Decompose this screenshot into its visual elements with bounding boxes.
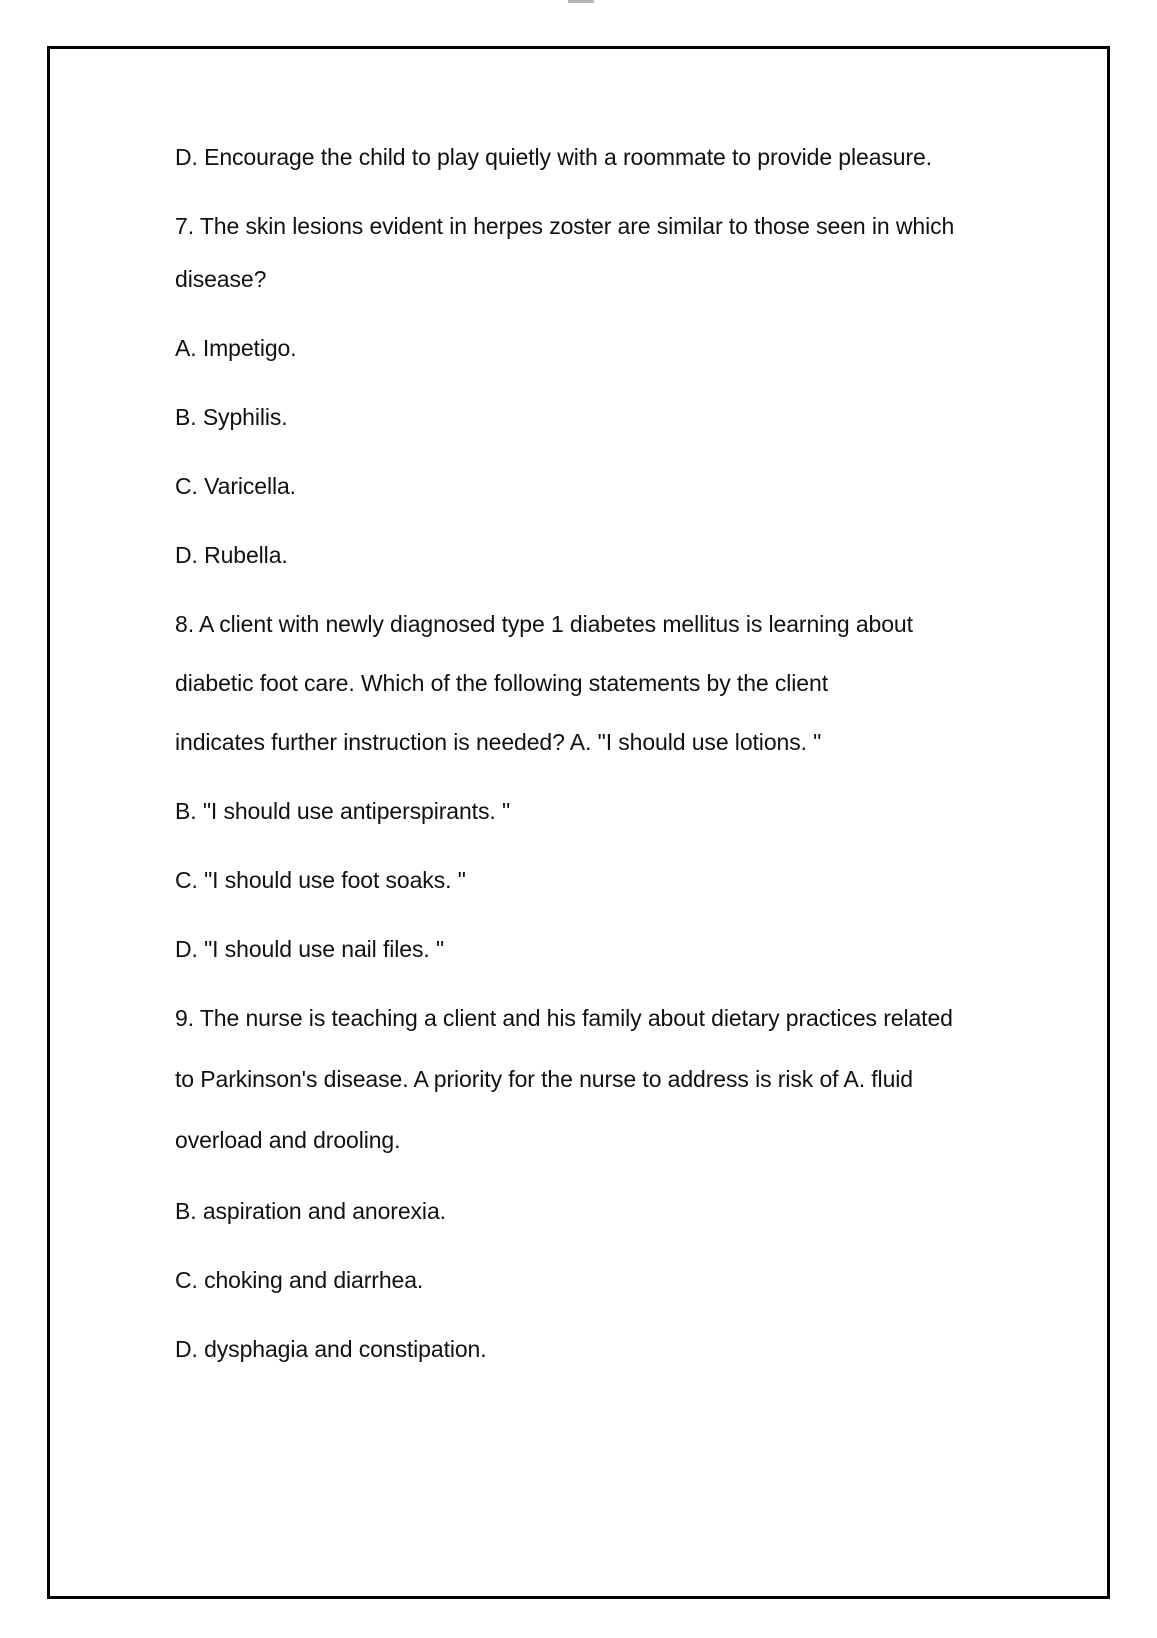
question-7-option-d: D. Rubella. xyxy=(175,542,288,568)
question-9-option-d: D. dysphagia and constipation. xyxy=(175,1336,487,1362)
question-8-text-line-2: diabetic foot care. Which of the following statements by the client xyxy=(175,670,828,696)
page-header-mark xyxy=(568,0,594,3)
question-8-text-line-1: 8. A client with newly diagnosed type 1 diabetes mellitus is learning about xyxy=(175,611,913,637)
question-7-text-line-1: 7. The skin lesions evident in herpes zoster are similar to those seen in which xyxy=(175,213,955,239)
question-7-option-b: B. Syphilis. xyxy=(175,404,288,430)
question-9-text-line-1: 9. The nurse is teaching a client and his family about dietary practices related xyxy=(175,1005,953,1031)
question-8-text-line-3: indicates further instruction is needed? A. "I should use lotions. " xyxy=(175,729,822,755)
question-7-option-c: C. Varicella. xyxy=(175,473,296,499)
question-8-option-c: C. "I should use foot soaks. " xyxy=(175,867,466,893)
question-6-option-d: D. Encourage the child to play quietly with a roommate to provide pleasure. xyxy=(175,144,933,170)
question-9-text-line-2: to Parkinson's disease. A priority for the nurse to address is risk of A. fluid xyxy=(175,1066,913,1092)
question-7-text-line-2: disease? xyxy=(175,266,267,292)
question-9-option-c: C. choking and diarrhea. xyxy=(175,1267,424,1293)
question-8-option-b: B. "I should use antiperspirants. " xyxy=(175,798,511,824)
question-8-option-d: D. "I should use nail files. " xyxy=(175,936,445,962)
question-9-option-b: B. aspiration and anorexia. xyxy=(175,1198,446,1224)
question-7-option-a: A. Impetigo. xyxy=(175,335,297,361)
question-9-text-line-3: overload and drooling. xyxy=(175,1127,401,1153)
